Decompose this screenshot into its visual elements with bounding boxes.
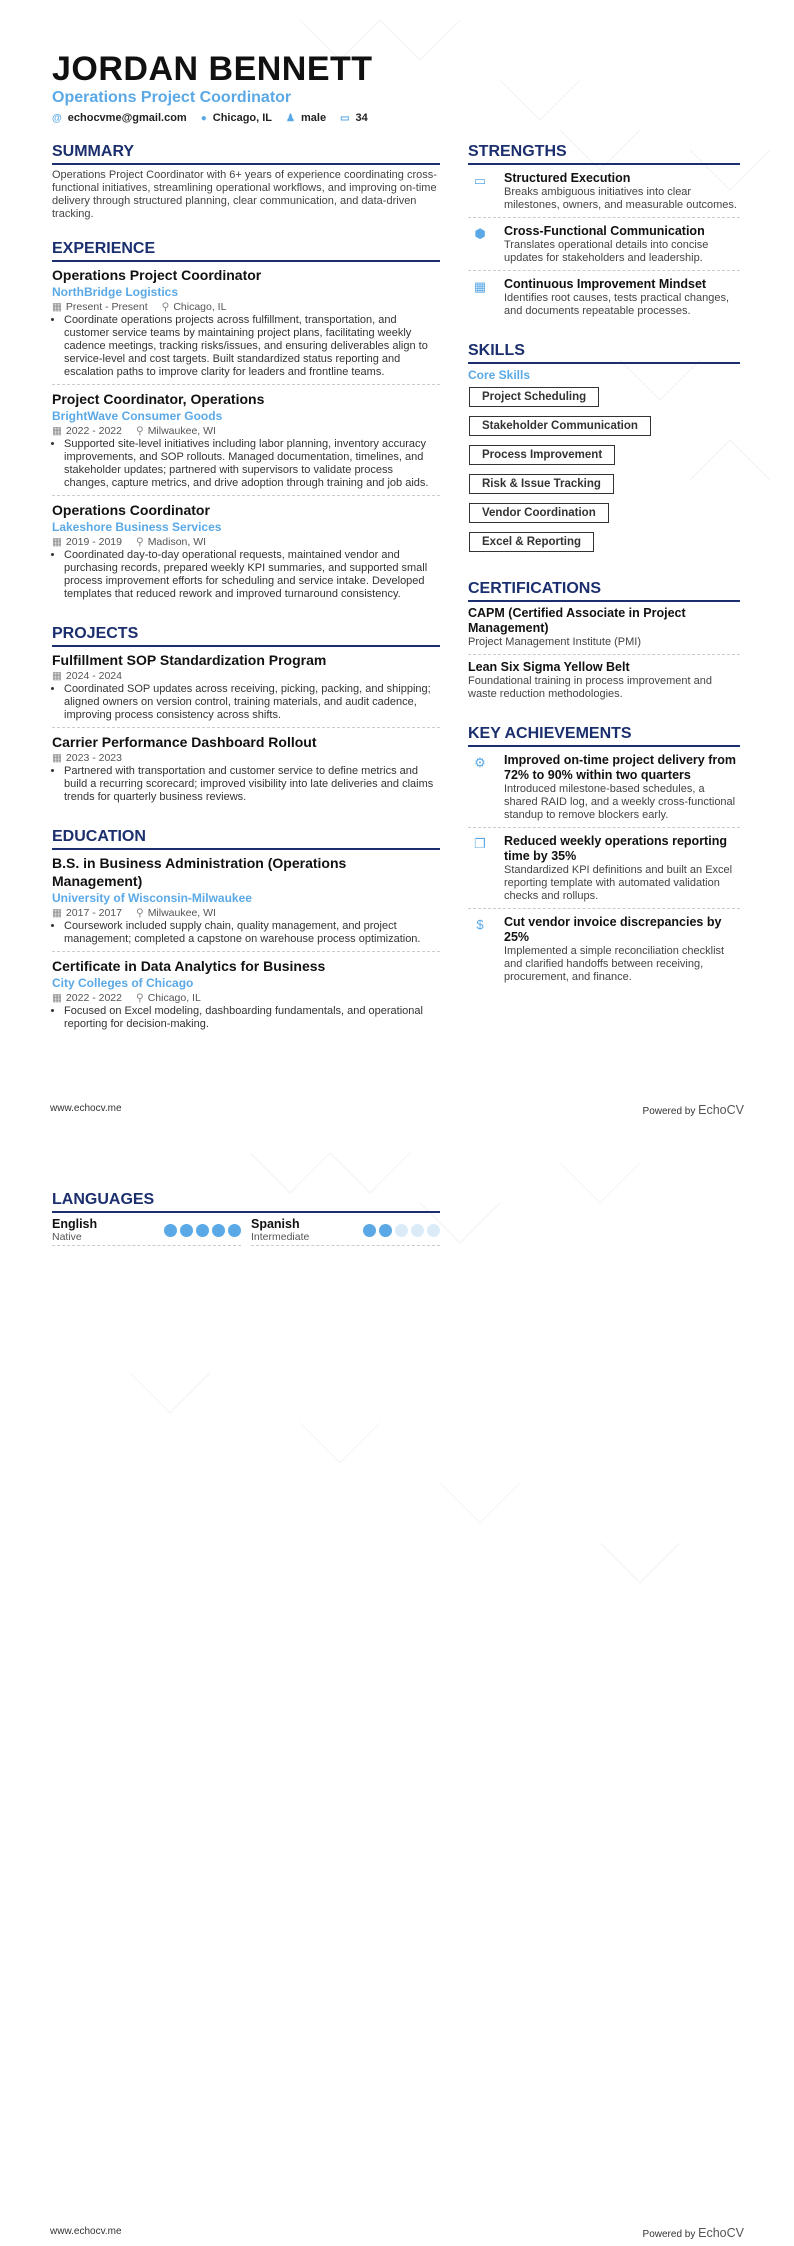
calendar-icon: ▦ [52,907,62,919]
item-location: Chicago, IL [173,301,227,313]
calendar-icon: ▭ [340,113,350,124]
achievement-item-desc: Implemented a simple reconciliation checklist and clarified handoffs between receiving, procurement, and finance. [504,945,725,983]
education-section [52,827,440,1036]
item-meta [52,751,440,765]
rating-dot [411,1224,424,1237]
item-meta [52,906,440,920]
calendar-icon: ▦ [52,992,62,1004]
item-dates: 2022 - 2022 [65,992,122,1004]
section-heading: SKILLS [468,341,740,364]
summary-text: Operations Project Coordinator with 6+ years of experience coordinating cross-functional initiatives, streamlining operational workflows, and improving on-time delivery through structured planning, clear communication, and data-driven tracking. [52,169,437,220]
company-name: Lakeshore Business Services [52,520,222,534]
achievement-item-desc: Standardized KPI definitions and built an Excel reporting template with automated validation checks and rollups. [504,864,733,902]
footer-powered [643,1103,744,1117]
item-meta [52,424,440,438]
item-dates: 2024 - 2024 [65,670,122,682]
item-location: Chicago, IL [147,992,201,1004]
strength-item-title: Cross-Functional Communication [504,224,705,238]
achievement-item [468,913,740,989]
powered-text: Powered by [642,2229,696,2240]
language-level: Native [52,1231,82,1243]
footer-powered [643,2226,744,2240]
language-name: English [52,1217,98,1231]
strength-item [468,275,740,323]
skill-tag: Stakeholder Communication [469,416,651,436]
language-item [52,1217,241,1246]
item-meta [52,669,440,683]
bullet: • Coordinate operations projects across fulfillment, transportation, and customer service teams by maintaining project plans, facilitating weekly cadence meetings, tracking risks/issues, and ensuring deliverables align to service-level and cost targets. Built standardized status reporting and escalation paths to improve clarity for leaders and frontline teams. [64,314,440,379]
languages-section [52,1190,440,1246]
item-location: Milwaukee, WI [147,907,216,919]
documents-icon: ❐ [474,836,486,851]
rating-dot [427,1224,440,1237]
skill-tag: Vendor Coordination [469,503,609,523]
project-title: Fulfillment SOP Standardization Program [52,652,327,668]
left-column [52,142,440,1054]
language-level: Intermediate [251,1231,310,1243]
certification-item [468,606,740,655]
brand-text: EchoCV [698,2226,744,2240]
certifications-section [468,579,740,706]
page-footer [50,2226,744,2240]
item-dates: 2017 - 2017 [65,907,122,919]
skill-tag: Excel & Reporting [469,532,594,552]
contact-gender [286,112,326,124]
job-title: Project Coordinator, Operations [52,391,265,407]
bullet: • Coursework included supply chain, quality management, and project management; completed a capstone on warehouse process optimization. [64,920,440,946]
powered-text: Powered by [642,1106,696,1117]
rating-dot [196,1224,209,1237]
rating-dot [180,1224,193,1237]
project-item [52,733,440,809]
item-dates: Present - Present [65,301,148,313]
item-dates: 2023 - 2023 [65,752,122,764]
resume-page-2 [0,1123,794,2246]
achievements-section [468,724,740,989]
education-item [52,957,440,1036]
section-heading: EXPERIENCE [52,239,440,262]
certification-item [468,660,740,706]
background-pattern [0,1123,794,2246]
gender-text: male [301,112,327,124]
at-icon: @ [52,113,62,124]
strength-item-desc: Identifies root causes, tests practical changes, and documents repeatable processes. [504,292,730,317]
achievement-item [468,832,740,909]
strength-item [468,169,740,218]
rating-dot [228,1224,241,1237]
education-item [52,854,440,952]
certification-title: CAPM (Certified Associate in Project Management) [468,606,686,635]
section-heading: EDUCATION [52,827,440,850]
certification-desc: Foundational training in process improvement and waste reduction methodologies. [468,675,712,700]
brand-text: EchoCV [698,1103,744,1117]
skill-tag: Risk & Issue Tracking [469,474,614,494]
dollar-icon: $ [476,917,484,932]
certification-title: Lean Six Sigma Yellow Belt [468,660,630,674]
experience-section [52,239,440,606]
job-title: Operations Project Coordinator [52,267,262,283]
project-title: Carrier Performance Dashboard Rollout [52,734,317,750]
battery-icon: ▭ [473,173,487,188]
location-pin-icon: ⚲ [135,536,144,548]
calendar-icon: ▦ [52,752,62,764]
summary-section [52,142,440,221]
skill-tag: Project Scheduling [469,387,599,407]
strength-item-desc: Breaks ambiguous initiatives into clear milestones, owners, and measurable outcomes. [504,186,737,211]
right-column [468,142,740,1054]
rating-dot [212,1224,225,1237]
strength-item [468,222,740,271]
projects-section [52,624,440,809]
skills-section [468,341,740,561]
strengths-section [468,142,740,323]
language-rating [363,1224,440,1237]
degree-title: B.S. in Business Administration (Operations Management) [52,855,347,889]
location-pin-icon: ⚲ [135,992,144,1004]
location-pin-icon: ⚲ [161,301,170,313]
calendar-chart-icon: ▦ [473,279,487,294]
project-item [52,651,440,728]
item-location: Madison, WI [147,536,207,548]
bullet: • Supported site-level initiatives including labor planning, inventory accuracy improvements, and SOP rollouts. Managed documentation, timelines, and stakeholder updates; partnered with supervisors to validate process changes, capture metrics, and drive adoption through training and job aids. [64,438,440,490]
achievement-item-title: Reduced weekly operations reporting time by 35% [504,834,727,863]
skill-tag: Process Improvement [469,445,615,465]
item-meta [52,300,440,314]
achievement-item-title: Cut vendor invoice discrepancies by 25% [504,915,722,944]
contact-age [340,112,368,124]
certification-desc: Project Management Institute (PMI) [468,636,642,648]
page-footer [50,1103,744,1117]
gear-icon: ⚙ [474,755,486,770]
footer-site-link[interactable]: www.echocv.me [50,1103,122,1114]
item-dates: 2022 - 2022 [65,425,122,437]
section-heading: PROJECTS [52,624,440,647]
experience-item [52,390,440,496]
calendar-icon: ▦ [52,536,62,548]
achievement-item [468,751,740,828]
candidate-title: Operations Project Coordinator [52,89,292,106]
item-meta [52,991,440,1005]
strength-item-title: Structured Execution [504,171,631,185]
calendar-icon: ▦ [52,670,62,682]
cube-icon: ⬢ [474,226,486,241]
item-meta [52,535,440,549]
email-text: echocvme@gmail.com [67,112,187,124]
location-pin-icon: ⚲ [135,425,144,437]
bullet: • Coordinated SOP updates across receiving, picking, packing, and shipping; aligned owners on version control, training materials, and audit cadence, improving process consistency across shifts. [64,683,440,722]
language-rating [164,1224,241,1237]
rating-dot [379,1224,392,1237]
location-pin-icon: ● [200,113,207,124]
rating-dot [164,1224,177,1237]
company-name: BrightWave Consumer Goods [52,409,223,423]
job-title: Operations Coordinator [52,502,210,518]
achievement-item-title: Improved on-time project delivery from 72% to 90% within two quarters [504,753,736,782]
age-text: 34 [355,112,368,124]
strength-item-title: Continuous Improvement Mindset [504,277,707,291]
school-name: University of Wisconsin-Milwaukee [52,891,252,905]
school-name: City Colleges of Chicago [52,976,194,990]
achievement-item-desc: Introduced milestone-based schedules, a shared RAID log, and a weekly cross-functional standup to remove blockers early. [504,783,736,821]
footer-site-link[interactable]: www.echocv.me [50,2226,122,2237]
degree-title: Certificate in Data Analytics for Business [52,958,326,974]
company-name: NorthBridge Logistics [52,285,179,299]
location-pin-icon: ⚲ [135,907,144,919]
item-dates: 2019 - 2019 [65,536,122,548]
contact-email[interactable] [52,112,187,124]
item-location: Milwaukee, WI [147,425,216,437]
section-heading: KEY ACHIEVEMENTS [468,724,740,747]
experience-item [52,266,440,385]
bullet: • Partnered with transportation and customer service to define metrics and build a recurring scorecard; improved visibility into late deliveries and claims trends for quarterly business reviews. [64,765,440,804]
strength-item-desc: Translates operational details into concise updates for stakeholders and leadership. [504,239,709,264]
section-heading: SUMMARY [52,142,440,165]
section-heading: LANGUAGES [52,1190,440,1213]
rating-dot [363,1224,376,1237]
contact-row [52,112,740,124]
language-name: Spanish [251,1217,300,1231]
user-icon: ♟ [286,113,295,124]
contact-location [201,112,272,124]
experience-item [52,501,440,606]
section-heading: CERTIFICATIONS [468,579,740,602]
rating-dot [395,1224,408,1237]
bullet: • Coordinated day-to-day operational requests, maintained vendor and purchasing records, prepared weekly KPI summaries, and supported small process improvement efforts for scheduling and service intake. Developed templates that reduced rework and improved turnaround consistency. [64,549,440,601]
location-text: Chicago, IL [212,112,273,124]
calendar-icon: ▦ [52,301,62,313]
bullet: • Focused on Excel modeling, dashboarding fundamentals, and operational reporting for decision-making. [64,1005,440,1031]
calendar-icon: ▦ [52,425,62,437]
candidate-name: JORDAN BENNETT [52,50,373,88]
skills-group-label: Core Skills [468,368,531,382]
section-heading: STRENGTHS [468,142,740,165]
language-item [251,1217,440,1246]
